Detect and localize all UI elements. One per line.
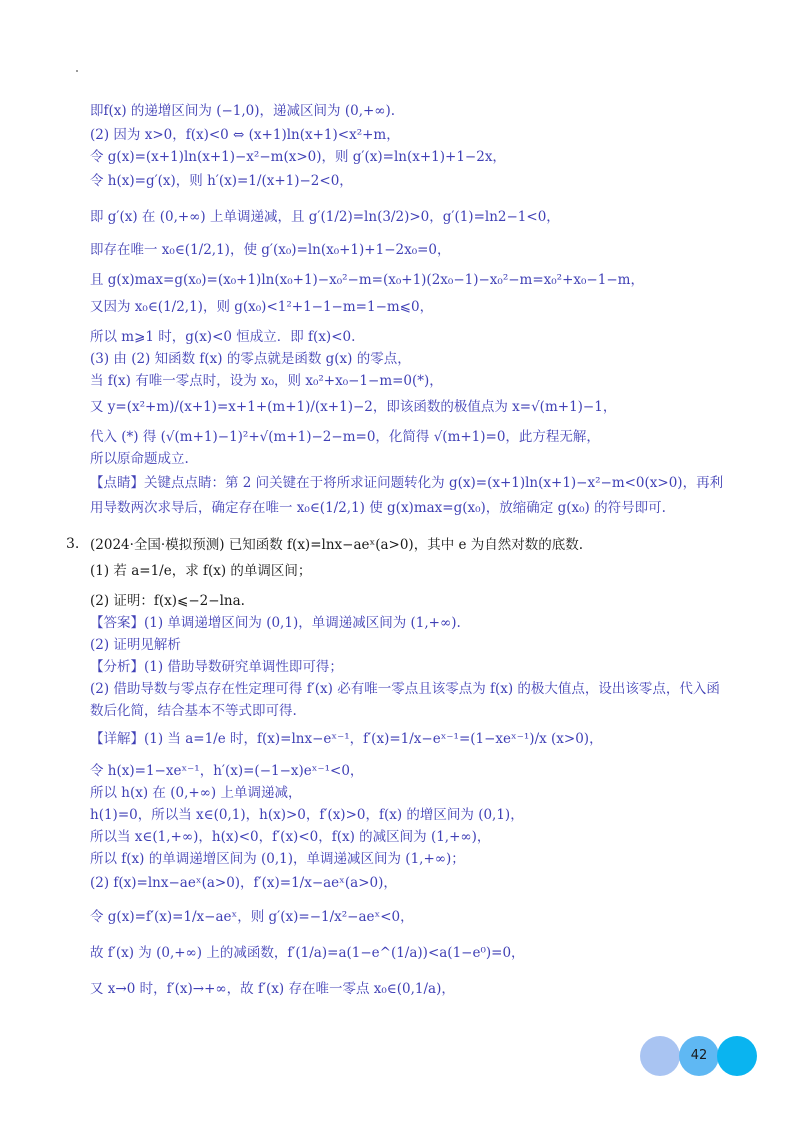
text-line: 即f(x) 的递增区间为 (−1,0)，递减区间为 (0,+∞). [90,103,396,119]
detail-line: 令 h(x)=1−xeˣ⁻¹，h′(x)=(−1−x)eˣ⁻¹<0， [90,763,364,779]
text-line: 令 h(x)=g′(x)，则 h′(x)=1/(x+1)−2<0， [90,173,353,189]
problem-number: 3. [66,536,80,552]
analysis-line: (2) 借助导数与零点存在性定理可得 f′(x) 必有唯一零点且该零点为 f(x) 的极大值点，设出该零点，代入函 [90,681,720,697]
text-line: (3) 由 (2) 知函数 f(x) 的零点就是函数 g(x) 的零点， [90,351,411,367]
answer-line: 【答案】(1) 单调递增区间为 (0,1)，单调递减区间为 (1,+∞). [90,615,461,631]
page-number: 42 [690,1048,708,1063]
text-line: 且 g(x)max=g(x₀)=(x₀+1)ln(x₀+1)−x₀²−m=(x₀+1)(2x₀−1)−x₀²−m=x₀²+x₀−1−m， [90,272,644,288]
detail-line: 故 f′(x) 为 (0,+∞) 上的减函数，f′(1/a)=a(1−e^(1/a))<a(1−e⁰)=0， [90,945,525,961]
detail-line: 令 g(x)=f′(x)=1/x−aeˣ，则 g′(x)=−1/x²−aeˣ<0， [90,909,414,925]
detail-line: 又 x→0 时，f′(x)→+∞，故 f′(x) 存在唯一零点 x₀∈(0,1/a)， [90,981,455,997]
analysis-line: 【分析】(1) 借助导数研究单调性即可得； [90,659,343,675]
text-line: 用导数两次求导后，确定存在唯一 x₀∈(1/2,1) 使 g(x)max=g(x₀)，放缩确定 g(x₀) 的符号即可. [90,500,666,516]
problem-statement: (2024·全国·模拟预测) 已知函数 f(x)=lnx−aeˣ(a>0)，其中 e 为自然对数的底数. [90,537,584,553]
text-line: 所以原命题成立. [90,451,189,467]
detail-line: h(1)=0，所以当 x∈(0,1)，h(x)>0，f′(x)>0，f(x) 的增区间为 (0,1)， [90,807,524,823]
text-line: 所以 m⩾1 时，g(x)<0 恒成立．即 f(x)<0. [90,329,356,345]
answer-line: (2) 证明见解析 [90,637,181,653]
detail-line: 所以 h(x) 在 (0,+∞) 上单调递减， [90,785,302,801]
detail-line: (2) f(x)=lnx−aeˣ(a>0)，f′(x)=1/x−aeˣ(a>0)， [90,875,397,891]
page-badge-circle [717,1036,757,1076]
detail-line: 所以 f(x) 的单调递增区间为 (0,1)，单调递减区间为 (1,+∞)； [90,851,465,867]
text-line: 令 g(x)=(x+1)ln(x+1)−x²−m(x>0)，则 g′(x)=ln(x+1)+1−2x， [90,149,506,165]
text-line: (2) 因为 x>0，f(x)<0 ⇔ (x+1)ln(x+1)<x²+m， [90,127,400,143]
analysis-line: 数后化简，结合基本不等式即可得. [90,703,297,719]
text-line: 又 y=(x²+m)/(x+1)=x+1+(m+1)/(x+1)−2，即该函数的极值点为 x=√(m+1)−1， [90,399,617,415]
text-line: 即存在唯一 x₀∈(1/2,1)，使 g′(x₀)=ln(x₀+1)+1−2x₀=0， [90,242,451,258]
problem-part-2: (2) 证明：f(x)⩽−2−lna. [90,593,245,609]
text-line: 【点睛】关键点点睛：第 2 问关键在于将所求证问题转化为 g(x)=(x+1)ln(x+1)−x²−m<0(x>0)，再利 [90,475,724,491]
detail-line: 所以当 x∈(1,+∞)，h(x)<0，f′(x)<0，f(x) 的减区间为 (1,+∞)， [90,829,491,845]
problem-part-1: (1) 若 a=1/e，求 f(x) 的单调区间； [90,563,312,579]
text-line: 即 g′(x) 在 (0,+∞) 上单调递减，且 g′(1/2)=ln(3/2)>0，g′(1)=ln2−1<0， [90,209,560,225]
page-badge-circle [640,1036,680,1076]
detail-line: 【详解】(1) 当 a=1/e 时，f(x)=lnx−eˣ⁻¹，f′(x)=1/x−eˣ⁻¹=(1−xeˣ⁻¹)/x (x>0)， [90,731,603,747]
text-line: 当 f(x) 有唯一零点时，设为 x₀，则 x₀²+x₀−1−m=0(*)， [90,373,443,389]
scan-dot [76,70,78,72]
text-line: 代入 (*) 得 (√(m+1)−1)²+√(m+1)−2−m=0，化简得 √(m+1)=0，此方程无解， [90,429,600,445]
text-line: 又因为 x₀∈(1/2,1)，则 g(x₀)<1²+1−1−m=1−m⩽0， [90,299,434,315]
